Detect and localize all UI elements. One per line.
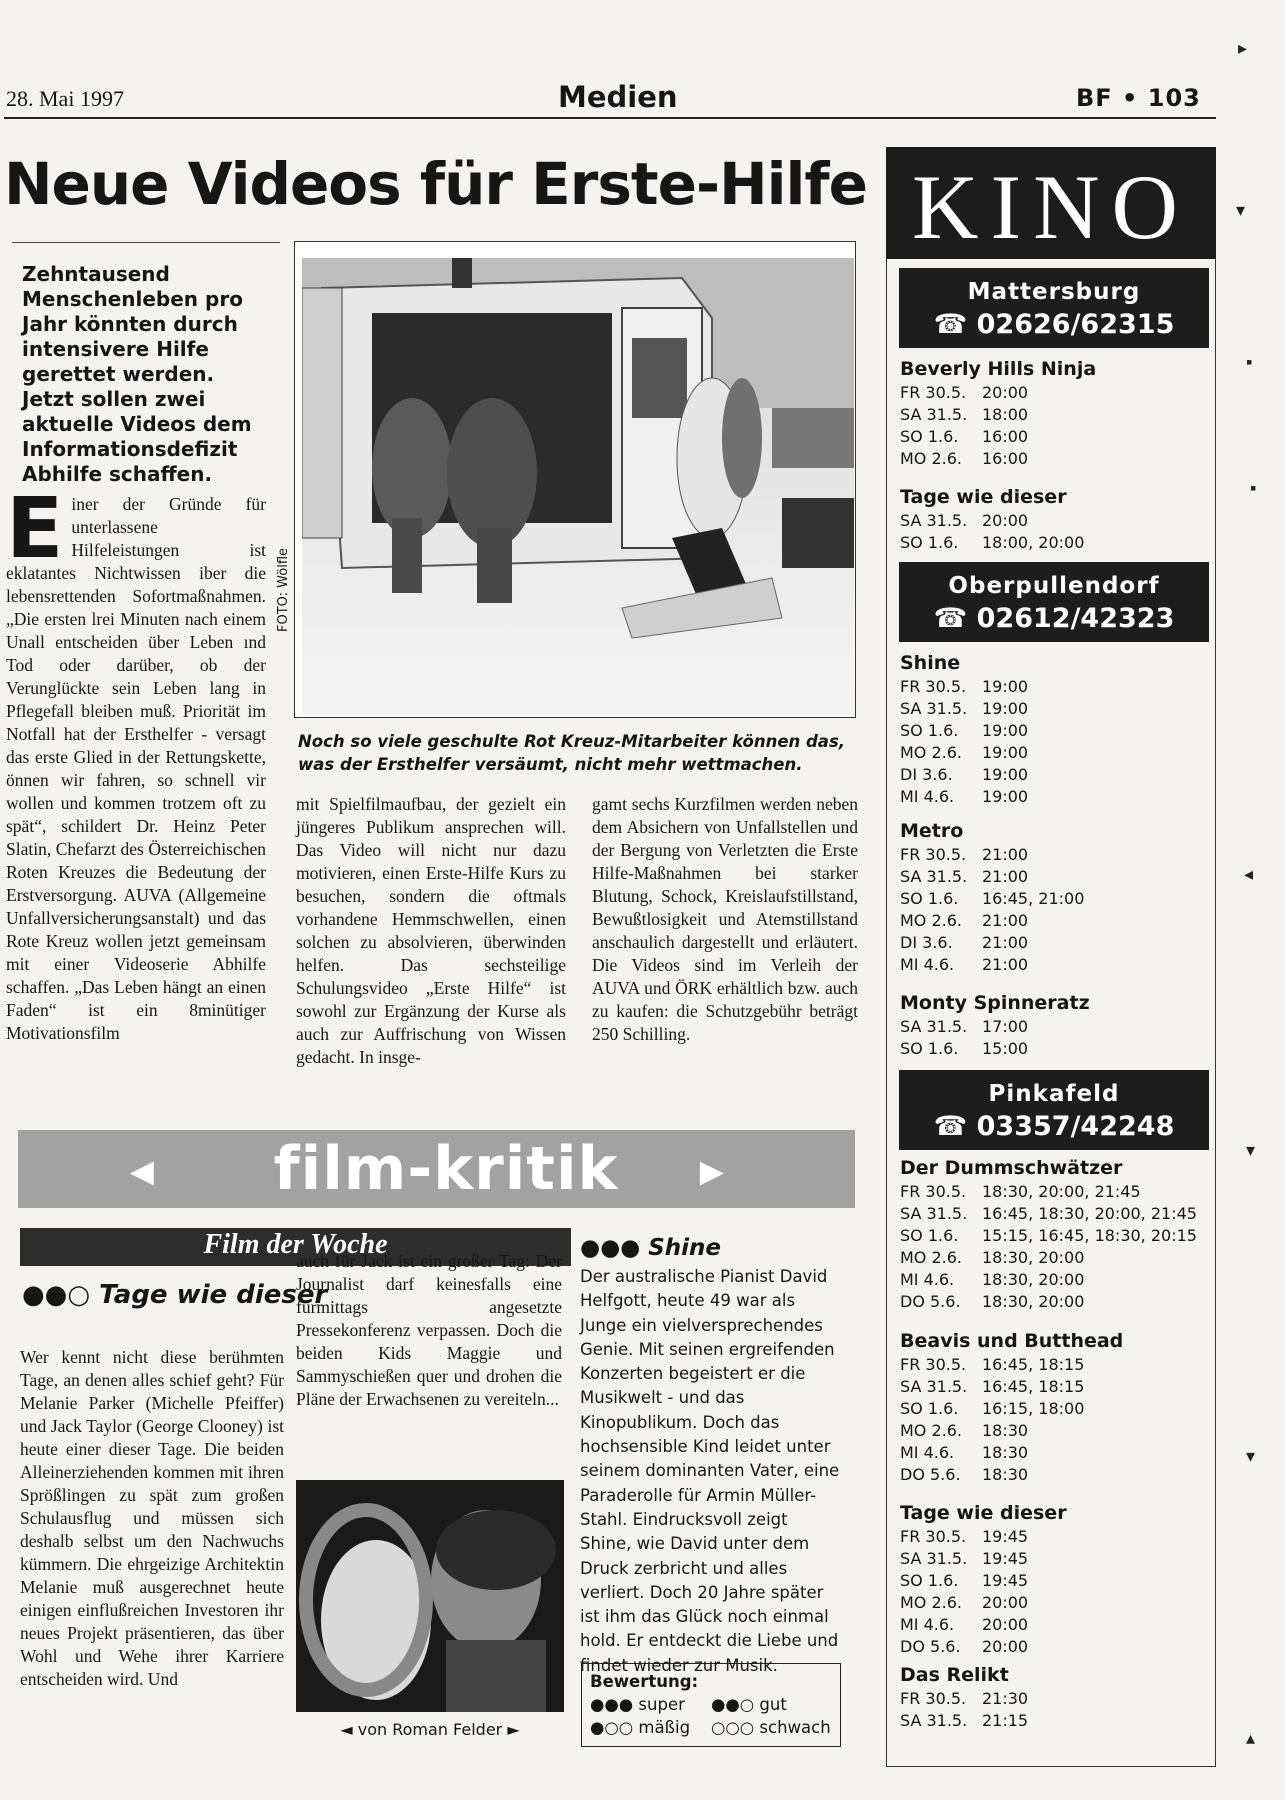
showtime-times: 20:00	[982, 1615, 1029, 1634]
review-1-title: Tage wie dieser	[99, 1280, 328, 1310]
photo-caption: Noch so viele geschulte Rot Kreuz-Mitarbeiter können das, was der Ersthelfer versäumt, nicht mehr wettmachen.	[298, 732, 846, 774]
showtime-day: DO 5.6.	[900, 1292, 961, 1311]
showtime-day: FR 30.5.	[900, 845, 967, 864]
film-title: Metro	[900, 820, 964, 842]
review-2-body: Der australische Pianist David Helfgott, heute 49 war als Junge ein vielversprechendes Genie. Mit seinen ergreifenden Konzerten begeistert er die Musikwelt - und das Kinopublikum. Doch das hochsensible Kind leidet unter seinem dominanten Vater, eine Paraderolle für Armin Müller-Stahl. Eindrucksvoll zeigt Shine, wie David unter dem Druck zerbricht und alles verliert. Doch 20 Jahre später ist ihm das Glück noch einmal hold. Er entdeckt die Liebe und findet wieder zur Musik.	[580, 1267, 840, 1675]
showtime-day: DO 5.6.	[900, 1637, 961, 1656]
showtime-row	[900, 910, 1210, 932]
showtime-day: DO 5.6.	[900, 1465, 961, 1484]
showtime-row	[900, 1398, 1210, 1420]
showtime-times: 16:45, 21:00	[982, 889, 1085, 908]
showtime-times: 21:00	[982, 867, 1029, 886]
showtime-row	[900, 742, 1210, 764]
city-header-0	[899, 268, 1209, 348]
showtime-row	[900, 1710, 1210, 1732]
showtime-times: 21:30	[982, 1689, 1029, 1708]
showtime-times: 16:00	[982, 427, 1029, 446]
header-rule	[4, 117, 1216, 119]
showtime-day: SO 1.6.	[900, 721, 959, 740]
showtime-row	[900, 1247, 1210, 1269]
showtime-times: 15:00	[982, 1039, 1029, 1058]
scan-mark: ▾	[1246, 1140, 1256, 1160]
showtime-day: SA 31.5.	[900, 405, 968, 424]
showtime-times: 16:45, 18:15	[982, 1355, 1085, 1374]
review-2-rating: ●●●	[580, 1235, 641, 1261]
showtime-row	[900, 932, 1210, 954]
showtime-times: 18:30, 20:00, 21:45	[982, 1182, 1141, 1201]
showtime-day: MO 2.6.	[900, 449, 963, 468]
rating-super: ●●● super	[590, 1695, 685, 1714]
article-lead: Zehntausend Menschenleben pro Jahr könnten durch intensivere Hilfe gerettet werden. Jetzt sollen zwei aktuelle Videos dem Informationsdefizit Abhilfe schaffen.	[22, 262, 252, 486]
showtime-row	[900, 1291, 1210, 1313]
issue-date: 28. Mai 1997	[6, 86, 124, 111]
showtime-day: SA 31.5.	[900, 1204, 968, 1223]
showtime-times: 18:30, 20:00	[982, 1292, 1085, 1311]
showtime-times: 18:30	[982, 1465, 1029, 1484]
showtime-times: 18:30, 20:00	[982, 1270, 1085, 1289]
showtime-row	[900, 676, 1210, 698]
showtime-day: MO 2.6.	[900, 1248, 963, 1267]
showtime-day: SA 31.5.	[900, 1711, 968, 1730]
showtime-row	[900, 1688, 1210, 1710]
showtime-day: SO 1.6.	[900, 1226, 959, 1245]
showtime-times: 16:15, 18:00	[982, 1399, 1085, 1418]
showtime-day: SO 1.6.	[900, 533, 959, 552]
showtime-day: DI 3.6.	[900, 765, 953, 784]
showtime-row	[900, 532, 1210, 554]
showtime-row	[900, 1526, 1210, 1548]
showtime-times: 21:00	[982, 845, 1029, 864]
article-column-1-text: iner der Gründe für unterlassene Hilfeleistungen ist eklatantes Nichtwissen iber die lebensrettenden Sofortmaßnahmen. „Die ersten lrei Minuten nach einem Unall entscheiden über Leben ınd Tod oder darüber, ob der Verunglückte sein Leben lang in Pflegefall bleiben muß. Priorität im Notfall hat der Ersthelfer - versagt das erste Glied in der Rettungskette, önnen wir fahren, so schnell vir wollen und kommen trotzem oft zu spät“, schildert Dr. Heinz Peter Slatin, Chefarzt des Österreichischen Roten Kreuzes die Bedeutung der Erstversorgung. AUVA (Allgemeine Unfallversicherungsanstalt) und das Rote Kreuz wollen jetzt gemeinsam mit einer Videoserie Abhilfe schaffen. „Das Leben hängt an einen Faden“ ist ein 8minütiger Motivationsfilm	[6, 494, 266, 1043]
showtime-row	[900, 404, 1210, 426]
showtime-times: 19:45	[982, 1571, 1029, 1590]
film-listing	[900, 650, 1210, 808]
showtime-times: 16:00	[982, 449, 1029, 468]
showtime-times: 19:00	[982, 699, 1029, 718]
banner-arrow-left-icon: ◄	[122, 1149, 162, 1194]
review-1-column-1: Wer kennt nicht diese berühmten Tage, an denen alles schief geht? Für Melanie Parker (Michelle Pfeiffer) und Jack Taylor (George Clooney) ist heute einer dieser Tage. Die beiden Alleinerziehenden kommen mit ihren Sprößlingen zu spät zum großen Schulausflug und müssen sich deshalb selbst um den Nachwuchs kümmern. Die ehrgeizige Architektin Melanie muß ausgerechnet heute einigen einflußreichen Investoren ihr neues Projekt präsentieren, das über Wohl und Wehe ihrer Karriere entscheiden wird. Und	[20, 1347, 284, 1689]
showtime-times: 19:00	[982, 765, 1029, 784]
showtime-row	[900, 786, 1210, 808]
showtime-day: MI 4.6.	[900, 955, 955, 974]
rating-maessig: ●○○ mäßig	[590, 1718, 691, 1737]
showtime-times: 17:00	[982, 1017, 1029, 1036]
city-name: Pinkafeld	[988, 1081, 1120, 1107]
showtime-times: 18:30	[982, 1443, 1029, 1462]
showtime-day: SA 31.5.	[900, 1377, 968, 1396]
showtime-day: SA 31.5.	[900, 1549, 968, 1568]
showtime-row	[900, 888, 1210, 910]
film-der-woche-title: Film der Woche	[203, 1229, 388, 1260]
film-title: Tage wie dieser	[900, 1502, 1067, 1524]
city-header-2	[899, 1070, 1209, 1150]
showtime-times: 19:00	[982, 743, 1029, 762]
drop-cap: E	[6, 479, 64, 577]
showtime-times: 18:00, 20:00	[982, 533, 1085, 552]
showtime-row	[900, 1016, 1210, 1038]
kino-logo	[902, 158, 1200, 248]
showtime-day: FR 30.5.	[900, 1689, 967, 1708]
film-listing	[900, 356, 1210, 470]
review-author: ◄ von Roman Felder ►	[340, 1720, 520, 1739]
film-title: Der Dummschwätzer	[900, 1157, 1123, 1179]
kino-title: KINO	[912, 158, 1190, 248]
showtime-day: SO 1.6.	[900, 1399, 959, 1418]
showtime-day: FR 30.5.	[900, 1355, 967, 1374]
showtime-row	[900, 1269, 1210, 1291]
film-listing	[900, 1155, 1210, 1313]
review-1-heading	[22, 1280, 327, 1310]
review-2-heading	[580, 1235, 721, 1261]
showtime-times: 21:00	[982, 933, 1029, 952]
showtime-row	[900, 764, 1210, 786]
rating-schwach: ○○○ schwach	[711, 1718, 831, 1737]
showtime-row	[900, 426, 1210, 448]
film-listing	[900, 484, 1210, 554]
showtime-day: MI 4.6.	[900, 1443, 955, 1462]
showtime-row	[900, 1376, 1210, 1398]
scan-mark: ▾	[1236, 200, 1246, 220]
showtime-row	[900, 1225, 1210, 1247]
rating-legend	[581, 1663, 841, 1747]
showtime-day: SA 31.5.	[900, 1017, 968, 1036]
city-phone: ☎ 03357/42248	[933, 1111, 1175, 1142]
showtime-times: 20:00	[982, 383, 1029, 402]
showtime-row	[900, 510, 1210, 532]
scan-mark: ▸	[1238, 38, 1248, 58]
film-still-photo	[296, 1480, 564, 1712]
article-column-3: gamt sechs Kurzfilmen werden neben dem Absichern von Unfallstellen und der Bergung von Verletzten die Erste Hilfe-Maßnahmen bei starker Blutung, Schock, Kreislaufstillstand, Bewußtlosigkeit und Atemstillstand anschaulich dargestellt und erläutert. Die Videos sind im Verleih der AUVA und ÖRK erhältlich bzw. auch zu kaufen: die Schutzgebühr beträgt 250 Schilling.	[592, 794, 858, 1044]
film-title: Beavis und Butthead	[900, 1330, 1124, 1352]
film-listing	[900, 1662, 1210, 1732]
film-title: Tage wie dieser	[900, 486, 1067, 508]
showtime-row	[900, 844, 1210, 866]
page-number: BF • 103	[1076, 84, 1201, 112]
lead-rule	[12, 242, 280, 243]
showtime-times: 18:00	[982, 405, 1029, 424]
showtime-day: SA 31.5.	[900, 867, 968, 886]
showtime-times: 21:15	[982, 1711, 1029, 1730]
city-name: Oberpullendorf	[948, 573, 1160, 599]
showtime-day: SO 1.6.	[900, 1039, 959, 1058]
showtime-row	[900, 1570, 1210, 1592]
showtime-times: 20:00	[982, 1593, 1029, 1612]
showtime-day: SA 31.5.	[900, 699, 968, 718]
rating-gut: ●●○ gut	[711, 1695, 787, 1714]
showtime-day: MI 4.6.	[900, 787, 955, 806]
showtime-times: 19:00	[982, 677, 1029, 696]
showtime-times: 19:00	[982, 787, 1029, 806]
review-1-rating: ●●○	[22, 1280, 91, 1310]
showtime-day: SO 1.6.	[900, 427, 959, 446]
showtime-times: 16:45, 18:30, 20:00, 21:45	[982, 1204, 1197, 1223]
review-2-title: Shine	[648, 1235, 722, 1261]
showtime-row	[900, 1548, 1210, 1570]
scan-mark: ▴	[1246, 1728, 1256, 1748]
showtime-day: DI 3.6.	[900, 933, 953, 952]
showtime-day: MO 2.6.	[900, 1593, 963, 1612]
film-listing	[900, 1500, 1210, 1658]
showtime-row	[900, 1354, 1210, 1376]
showtime-day: MI 4.6.	[900, 1270, 955, 1289]
scan-mark: ◂	[1244, 864, 1254, 884]
scan-mark: ▪	[1250, 478, 1257, 498]
film-listing	[900, 990, 1210, 1060]
city-name: Mattersburg	[967, 279, 1141, 305]
section-title: Medien	[558, 80, 678, 114]
film-title: Shine	[900, 652, 961, 674]
showtime-row	[900, 448, 1210, 470]
article-column-1	[6, 479, 266, 1045]
showtime-day: FR 30.5.	[900, 677, 967, 696]
showtime-times: 18:30, 20:00	[982, 1248, 1085, 1267]
photo-credit: FOTO: Wölfle	[276, 547, 291, 632]
showtime-day: SA 31.5.	[900, 511, 968, 530]
showtime-row	[900, 382, 1210, 404]
showtime-times: 18:30	[982, 1421, 1029, 1440]
review-1-column-2: auch für Jack ist ein großer Tag: Der Journalist darf keinesfalls eine fürmittags angesetzte Pressekonferenz verpassen. Doch die beiden Kids Maggie und Sammyschießen quer und drohen die Pläne der Erwachsenen zu vereiteln...	[296, 1251, 562, 1409]
scan-mark: ▾	[1246, 1446, 1256, 1466]
film-listing	[900, 818, 1210, 976]
showtime-row	[900, 1181, 1210, 1203]
showtime-row	[900, 954, 1210, 976]
showtime-day: MI 4.6.	[900, 1615, 955, 1634]
city-phone: ☎ 02612/42323	[933, 603, 1175, 634]
showtime-day: SO 1.6.	[900, 1571, 959, 1590]
article-headline: Neue Videos für Erste-Hilfe	[4, 150, 867, 218]
film-title: Das Relikt	[900, 1664, 1009, 1686]
scan-mark: ▪	[1246, 352, 1253, 372]
showtime-row	[900, 1203, 1210, 1225]
showtime-day: FR 30.5.	[900, 1182, 967, 1201]
showtime-times: 16:45, 18:15	[982, 1377, 1085, 1396]
showtime-day: MO 2.6.	[900, 1421, 963, 1440]
banner-arrow-right-icon: ►	[692, 1149, 732, 1194]
showtime-row	[900, 720, 1210, 742]
showtime-row	[900, 866, 1210, 888]
showtime-times: 20:00	[982, 511, 1029, 530]
showtime-row	[900, 698, 1210, 720]
showtime-row	[900, 1442, 1210, 1464]
showtime-day: MO 2.6.	[900, 743, 963, 762]
city-header-1	[899, 562, 1209, 642]
showtime-day: SO 1.6.	[900, 889, 959, 908]
showtime-times: 21:00	[982, 911, 1029, 930]
showtime-row	[900, 1464, 1210, 1486]
showtime-row	[900, 1420, 1210, 1442]
showtime-row	[900, 1614, 1210, 1636]
showtime-times: 19:00	[982, 721, 1029, 740]
showtime-day: MO 2.6.	[900, 911, 963, 930]
showtime-day: FR 30.5.	[900, 1527, 967, 1546]
rating-legend-title: Bewertung:	[590, 1672, 699, 1691]
film-listing	[900, 1328, 1210, 1486]
film-title: Beverly Hills Ninja	[900, 358, 1097, 380]
city-phone: ☎ 02626/62315	[933, 309, 1175, 340]
showtime-row	[900, 1636, 1210, 1658]
showtime-times: 15:15, 16:45, 18:30, 20:15	[982, 1226, 1197, 1245]
showtime-times: 21:00	[982, 955, 1029, 974]
showtime-times: 19:45	[982, 1549, 1029, 1568]
showtime-row	[900, 1592, 1210, 1614]
showtime-row	[900, 1038, 1210, 1060]
film-kritik-title: film-kritik	[273, 1134, 619, 1204]
film-title: Monty Spinneratz	[900, 992, 1090, 1014]
showtime-day: FR 30.5.	[900, 383, 967, 402]
showtime-times: 19:45	[982, 1527, 1029, 1546]
article-column-2: mit Spielfilmaufbau, der gezielt ein jüngeres Publikum ansprechen will. Das Video will nicht nur dazu motivieren, einen Erste-Hilfe Kurs zu besuchen, sondern die oftmals vorhandene Hemmschwellen, einen solchen zu absolvieren, überwinden helfen. Das sechsteilige Schulungsvideo „Erste Hilfe“ ist sowohl zur Ergänzung der Kurse als auch zur Auffrischung von Wissen gedacht. In insge-	[296, 794, 566, 1067]
ambulance-photo	[302, 258, 854, 716]
showtime-times: 20:00	[982, 1637, 1029, 1656]
